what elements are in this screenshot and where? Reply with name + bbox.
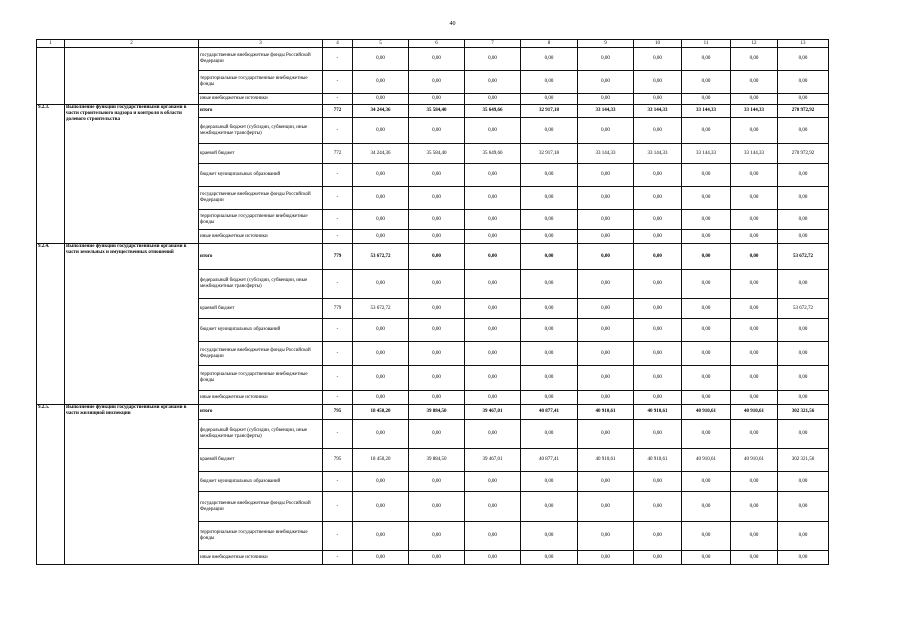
value-cell: 40 910,61	[731, 449, 778, 472]
value-cell: 0,00	[521, 522, 578, 551]
value-cell: 0,00	[778, 230, 829, 244]
value-cell: 0,00	[634, 187, 682, 210]
value-cell: 0,00	[578, 71, 634, 94]
value-cell: 0,00	[578, 230, 634, 244]
value-cell: 0,00	[465, 472, 521, 492]
table-row	[37, 244, 829, 270]
value-cell: 0,00	[409, 118, 465, 144]
value-cell: 0,00	[578, 420, 634, 449]
value-cell: 0,00	[465, 319, 521, 342]
code-cell: 772	[323, 144, 353, 164]
value-cell: 0,00	[578, 210, 634, 230]
value-cell: 53 672,72	[778, 299, 829, 319]
value-cell: 0,00	[634, 71, 682, 94]
code-cell: -	[323, 71, 353, 94]
value-cell: 0,00	[778, 522, 829, 551]
value-cell: 0,00	[682, 94, 731, 105]
value-cell: 0,00	[731, 492, 778, 522]
value-cell: 0,00	[731, 551, 778, 565]
value-cell: 0,00	[465, 551, 521, 565]
value-cell: 0,00	[578, 319, 634, 342]
value-cell: 0,00	[521, 270, 578, 299]
code-cell: -	[323, 551, 353, 565]
header-cell: 11	[682, 40, 731, 48]
funding-source-cell: территориальные государственные внебюджетные фонды	[199, 71, 323, 94]
value-cell: 0,00	[409, 270, 465, 299]
code-cell: 795	[323, 449, 353, 472]
section-title-cell: Выполнение функций государственными органами в части жилищной инспекции	[65, 405, 199, 565]
value-cell: 0,00	[521, 210, 578, 230]
funding-source-cell: государственные внебюджетные фонды Российской Федерации	[199, 187, 323, 210]
value-cell: 0,00	[578, 187, 634, 210]
table-row	[37, 405, 829, 420]
value-cell: 33 144,33	[578, 144, 634, 164]
funding-source-cell: территориальные государственные внебюджетные фонды	[199, 522, 323, 551]
value-cell: 0,00	[731, 210, 778, 230]
value-cell: 0,00	[731, 522, 778, 551]
value-cell: 39 884,50	[409, 405, 465, 420]
value-cell: 0,00	[778, 118, 829, 144]
section-number-cell: 9.2.5.	[37, 405, 65, 565]
value-cell: 0,00	[521, 244, 578, 270]
value-cell: 40 910,61	[634, 405, 682, 420]
header-cell: 7	[465, 40, 521, 48]
funding-source-cell: бюджет муниципальных образований	[199, 472, 323, 492]
value-cell: 0,00	[731, 48, 778, 71]
value-cell: 0,00	[634, 366, 682, 391]
value-cell: 0,00	[731, 270, 778, 299]
value-cell: 40 910,61	[578, 449, 634, 472]
value-cell: 302 321,56	[778, 449, 829, 472]
funding-source-cell: иные внебюджетные источники	[199, 551, 323, 565]
value-cell: 0,00	[521, 366, 578, 391]
value-cell: 0,00	[353, 492, 409, 522]
value-cell: 0,00	[521, 118, 578, 144]
funding-source-cell: итого	[199, 244, 323, 270]
table-row	[37, 105, 829, 118]
value-cell: 53 672,72	[778, 244, 829, 270]
value-cell: 0,00	[731, 319, 778, 342]
value-cell: 0,00	[409, 420, 465, 449]
value-cell: 0,00	[353, 210, 409, 230]
value-cell: 35 584,40	[409, 144, 465, 164]
value-cell: 270 972,92	[778, 105, 829, 118]
funding-source-cell: краевой бюджет	[199, 299, 323, 319]
value-cell: 0,00	[731, 420, 778, 449]
value-cell: 0,00	[778, 71, 829, 94]
funding-source-cell: федеральный бюджет (субсидии, субвенции, иные межбюджетные трансферты)	[199, 118, 323, 144]
code-cell: -	[323, 210, 353, 230]
value-cell: 33 144,33	[578, 105, 634, 118]
value-cell: 0,00	[578, 472, 634, 492]
value-cell: 0,00	[731, 187, 778, 210]
funding-source-cell: краевой бюджет	[199, 449, 323, 472]
code-cell: -	[323, 366, 353, 391]
value-cell: 0,00	[353, 187, 409, 210]
value-cell: 0,00	[465, 270, 521, 299]
value-cell: 0,00	[465, 210, 521, 230]
value-cell: 0,00	[353, 94, 409, 105]
value-cell: 0,00	[409, 522, 465, 551]
section-title-cell: Выполнение функций государственными органами в части земельных и имущественных отношений	[65, 244, 199, 405]
value-cell: 40 910,61	[634, 449, 682, 472]
value-cell: 0,00	[409, 244, 465, 270]
value-cell: 0,00	[521, 94, 578, 105]
funding-source-cell: краевой бюджет	[199, 144, 323, 164]
code-cell: -	[323, 492, 353, 522]
header-cell: 4	[323, 40, 353, 48]
value-cell: 0,00	[409, 391, 465, 405]
value-cell: 0,00	[465, 94, 521, 105]
value-cell: 0,00	[731, 391, 778, 405]
value-cell: 0,00	[465, 366, 521, 391]
value-cell: 0,00	[634, 94, 682, 105]
value-cell: 0,00	[731, 164, 778, 187]
value-cell: 40 910,61	[731, 405, 778, 420]
header-cell: 9	[578, 40, 634, 48]
value-cell: 32 917,18	[521, 144, 578, 164]
value-cell: 0,00	[578, 270, 634, 299]
value-cell: 0,00	[731, 299, 778, 319]
value-cell: 0,00	[778, 551, 829, 565]
header-cell: 6	[409, 40, 465, 48]
code-cell: -	[323, 94, 353, 105]
value-cell: 0,00	[731, 366, 778, 391]
funding-source-cell: итого	[199, 405, 323, 420]
value-cell: 0,00	[465, 522, 521, 551]
value-cell: 0,00	[731, 71, 778, 94]
value-cell: 33 144,33	[634, 144, 682, 164]
value-cell: 34 244,36	[353, 105, 409, 118]
value-cell: 0,00	[578, 551, 634, 565]
value-cell: 0,00	[521, 391, 578, 405]
value-cell: 0,00	[778, 210, 829, 230]
header-cell: 13	[778, 40, 829, 48]
value-cell: 0,00	[353, 366, 409, 391]
value-cell: 0,00	[778, 270, 829, 299]
value-cell: 33 144,33	[731, 105, 778, 118]
value-cell: 0,00	[634, 342, 682, 366]
value-cell: 0,00	[731, 94, 778, 105]
code-cell: -	[323, 319, 353, 342]
value-cell: 0,00	[778, 366, 829, 391]
value-cell: 0,00	[465, 244, 521, 270]
code-cell: -	[323, 270, 353, 299]
table-body	[37, 40, 829, 565]
value-cell: 0,00	[521, 342, 578, 366]
value-cell: 0,00	[634, 319, 682, 342]
funding-source-cell: итого	[199, 105, 323, 118]
value-cell: 35 649,66	[465, 144, 521, 164]
header-row	[37, 40, 829, 48]
value-cell: 0,00	[682, 472, 731, 492]
value-cell: 33 144,33	[731, 144, 778, 164]
value-cell: 0,00	[778, 492, 829, 522]
code-cell: -	[323, 472, 353, 492]
value-cell: 0,00	[634, 210, 682, 230]
value-cell: 0,00	[634, 472, 682, 492]
value-cell: 0,00	[521, 551, 578, 565]
value-cell: 0,00	[409, 492, 465, 522]
value-cell: 0,00	[578, 244, 634, 270]
value-cell: 0,00	[634, 48, 682, 71]
value-cell: 0,00	[634, 118, 682, 144]
value-cell: 0,00	[578, 342, 634, 366]
code-cell: -	[323, 342, 353, 366]
value-cell: 0,00	[353, 391, 409, 405]
value-cell: 0,00	[778, 342, 829, 366]
value-cell: 0,00	[578, 164, 634, 187]
value-cell: 0,00	[634, 551, 682, 565]
value-cell: 0,00	[521, 187, 578, 210]
value-cell: 0,00	[682, 71, 731, 94]
value-cell: 0,00	[521, 472, 578, 492]
value-cell: 40 877,41	[521, 449, 578, 472]
value-cell: 0,00	[682, 299, 731, 319]
value-cell: 0,00	[578, 366, 634, 391]
value-cell: 0,00	[409, 210, 465, 230]
funding-source-cell: государственные внебюджетные фонды Российской Федерации	[199, 48, 323, 71]
section-title-cell	[65, 48, 199, 105]
code-cell: -	[323, 48, 353, 71]
value-cell: 0,00	[521, 71, 578, 94]
code-cell: 779	[323, 244, 353, 270]
funding-source-cell: территориальные государственные внебюджетные фонды	[199, 210, 323, 230]
value-cell: 40 910,61	[682, 405, 731, 420]
code-cell: -	[323, 187, 353, 210]
value-cell: 33 144,33	[682, 105, 731, 118]
value-cell: 0,00	[682, 210, 731, 230]
value-cell: 0,00	[409, 94, 465, 105]
value-cell: 0,00	[731, 342, 778, 366]
value-cell: 0,00	[353, 472, 409, 492]
value-cell: 0,00	[465, 164, 521, 187]
value-cell: 0,00	[465, 299, 521, 319]
value-cell: 0,00	[465, 492, 521, 522]
funding-source-cell: бюджет муниципальных образований	[199, 164, 323, 187]
value-cell: 0,00	[634, 270, 682, 299]
code-cell: -	[323, 420, 353, 449]
value-cell: 0,00	[731, 118, 778, 144]
value-cell: 0,00	[578, 118, 634, 144]
code-cell: 795	[323, 405, 353, 420]
value-cell: 0,00	[634, 391, 682, 405]
section-number-cell	[37, 48, 65, 105]
value-cell: 0,00	[409, 366, 465, 391]
value-cell: 0,00	[682, 492, 731, 522]
value-cell: 0,00	[409, 164, 465, 187]
budget-table	[36, 39, 829, 565]
value-cell: 0,00	[409, 187, 465, 210]
value-cell: 0,00	[682, 244, 731, 270]
value-cell: 35 584,40	[409, 105, 465, 118]
page-number: 40	[449, 21, 456, 27]
value-cell: 0,00	[353, 48, 409, 71]
value-cell: 0,00	[578, 391, 634, 405]
value-cell: 34 244,36	[353, 144, 409, 164]
value-cell: 0,00	[409, 230, 465, 244]
value-cell: 0,00	[409, 71, 465, 94]
header-cell: 8	[521, 40, 578, 48]
code-cell: -	[323, 230, 353, 244]
value-cell: 0,00	[682, 270, 731, 299]
value-cell: 0,00	[778, 391, 829, 405]
value-cell: 302 321,56	[778, 405, 829, 420]
header-cell: 1	[37, 40, 65, 48]
value-cell: 0,00	[465, 420, 521, 449]
value-cell: 0,00	[353, 118, 409, 144]
value-cell: 0,00	[465, 342, 521, 366]
value-cell: 0,00	[353, 522, 409, 551]
header-cell: 10	[634, 40, 682, 48]
header-cell: 12	[731, 40, 778, 48]
value-cell: 0,00	[634, 164, 682, 187]
value-cell: 0,00	[465, 71, 521, 94]
value-cell: 0,00	[521, 48, 578, 71]
code-cell: -	[323, 522, 353, 551]
value-cell: 0,00	[778, 319, 829, 342]
value-cell: 0,00	[353, 164, 409, 187]
value-cell: 0,00	[578, 522, 634, 551]
code-cell: -	[323, 164, 353, 187]
funding-source-cell: иные внебюджетные источники	[199, 391, 323, 405]
value-cell: 18 450,20	[353, 405, 409, 420]
value-cell: 0,00	[682, 551, 731, 565]
value-cell: 0,00	[634, 420, 682, 449]
value-cell: 32 917,18	[521, 105, 578, 118]
value-cell: 0,00	[778, 48, 829, 71]
value-cell: 0,00	[465, 230, 521, 244]
value-cell: 0,00	[731, 230, 778, 244]
value-cell: 0,00	[578, 48, 634, 71]
value-cell: 0,00	[409, 48, 465, 71]
section-title-cell: Выполнение функций государственными органами в части строительного надзора и контроля в области долевого строительства	[65, 105, 199, 244]
value-cell: 0,00	[409, 342, 465, 366]
header-cell: 5	[353, 40, 409, 48]
value-cell: 0,00	[353, 319, 409, 342]
value-cell: 0,00	[465, 48, 521, 71]
value-cell: 0,00	[682, 118, 731, 144]
value-cell: 0,00	[521, 299, 578, 319]
funding-source-cell: иные внебюджетные источники	[199, 94, 323, 105]
value-cell: 0,00	[409, 551, 465, 565]
value-cell: 0,00	[682, 164, 731, 187]
value-cell: 270 972,92	[778, 144, 829, 164]
value-cell: 0,00	[578, 492, 634, 522]
header-cell: 3	[199, 40, 323, 48]
value-cell: 0,00	[521, 492, 578, 522]
value-cell: 0,00	[353, 342, 409, 366]
value-cell: 35 649,66	[465, 105, 521, 118]
value-cell: 0,00	[682, 342, 731, 366]
value-cell: 0,00	[682, 522, 731, 551]
value-cell: 0,00	[682, 391, 731, 405]
value-cell: 40 910,61	[578, 405, 634, 420]
value-cell: 0,00	[578, 299, 634, 319]
code-cell: 779	[323, 299, 353, 319]
value-cell: 0,00	[682, 420, 731, 449]
value-cell: 0,00	[778, 420, 829, 449]
value-cell: 39 467,01	[465, 449, 521, 472]
value-cell: 0,00	[353, 270, 409, 299]
code-cell: 772	[323, 105, 353, 118]
funding-source-cell: иные внебюджетные источники	[199, 230, 323, 244]
value-cell: 0,00	[634, 492, 682, 522]
value-cell: 0,00	[409, 472, 465, 492]
value-cell: 0,00	[682, 187, 731, 210]
funding-source-cell: государственные внебюджетные фонды Российской Федерации	[199, 492, 323, 522]
value-cell: 39 467,01	[465, 405, 521, 420]
value-cell: 0,00	[731, 472, 778, 492]
table-row	[37, 48, 829, 71]
value-cell: 0,00	[353, 551, 409, 565]
value-cell: 0,00	[682, 366, 731, 391]
value-cell: 0,00	[521, 319, 578, 342]
value-cell: 0,00	[778, 164, 829, 187]
value-cell: 0,00	[521, 420, 578, 449]
funding-source-cell: федеральный бюджет (субсидии, субвенции, иные межбюджетные трансферты)	[199, 420, 323, 449]
value-cell: 0,00	[778, 472, 829, 492]
funding-source-cell: бюджет муниципальных образований	[199, 319, 323, 342]
funding-source-cell: территориальные государственные внебюджетные фонды	[199, 366, 323, 391]
value-cell: 0,00	[682, 230, 731, 244]
value-cell: 53 672,72	[353, 244, 409, 270]
value-cell: 0,00	[521, 164, 578, 187]
value-cell: 0,00	[409, 299, 465, 319]
value-cell: 0,00	[778, 94, 829, 105]
value-cell: 40 910,61	[682, 449, 731, 472]
value-cell: 0,00	[465, 187, 521, 210]
value-cell: 33 144,33	[682, 144, 731, 164]
value-cell: 0,00	[634, 230, 682, 244]
funding-source-cell: государственные внебюджетные фонды Российской Федерации	[199, 342, 323, 366]
value-cell: 0,00	[353, 71, 409, 94]
value-cell: 0,00	[731, 244, 778, 270]
value-cell: 0,00	[634, 522, 682, 551]
value-cell: 0,00	[521, 230, 578, 244]
code-cell: -	[323, 391, 353, 405]
section-number-cell: 9.2.3.	[37, 105, 65, 244]
value-cell: 0,00	[682, 319, 731, 342]
section-number-cell: 9.2.4.	[37, 244, 65, 405]
value-cell: 0,00	[578, 94, 634, 105]
value-cell: 0,00	[778, 187, 829, 210]
value-cell: 0,00	[353, 420, 409, 449]
value-cell: 0,00	[465, 391, 521, 405]
header-cell: 2	[65, 40, 199, 48]
value-cell: 39 884,50	[409, 449, 465, 472]
value-cell: 0,00	[409, 319, 465, 342]
code-cell: -	[323, 118, 353, 144]
value-cell: 0,00	[682, 48, 731, 71]
value-cell: 53 672,72	[353, 299, 409, 319]
value-cell: 0,00	[465, 118, 521, 144]
value-cell: 0,00	[634, 299, 682, 319]
value-cell: 0,00	[353, 230, 409, 244]
value-cell: 33 144,33	[634, 105, 682, 118]
value-cell: 18 450,20	[353, 449, 409, 472]
funding-source-cell: федеральный бюджет (субсидии, субвенции, иные межбюджетные трансферты)	[199, 270, 323, 299]
value-cell: 40 877,41	[521, 405, 578, 420]
value-cell: 0,00	[634, 244, 682, 270]
